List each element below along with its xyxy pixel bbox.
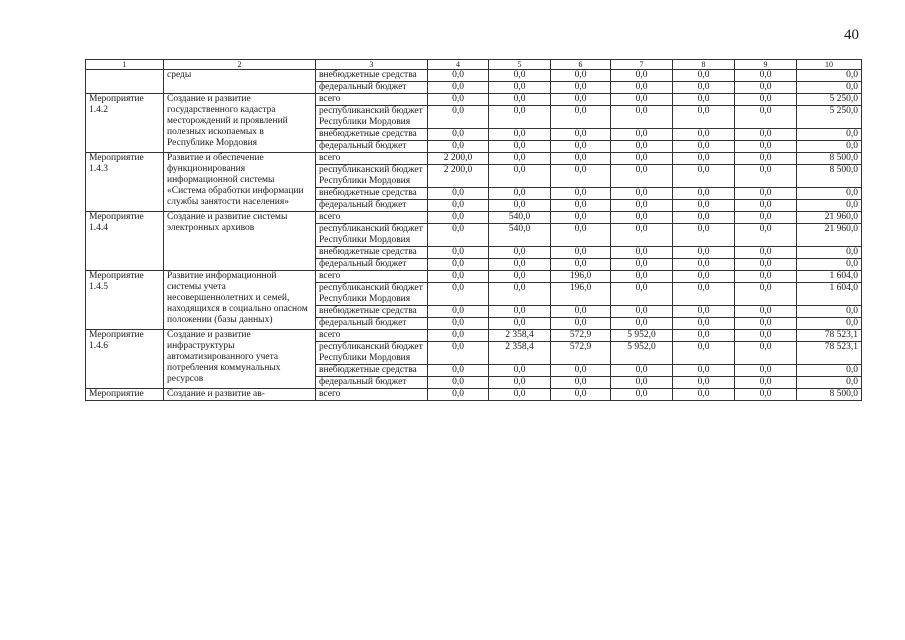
funding-source: всего: [316, 330, 428, 342]
value-cell: 0,0: [735, 283, 797, 306]
column-header: 7: [611, 60, 673, 70]
value-cell: 0,0: [428, 365, 489, 377]
funding-source: республиканский бюджет Республики Мордовия: [316, 224, 428, 247]
value-cell: 0,0: [428, 306, 489, 318]
value-cell: 0,0: [673, 365, 735, 377]
value-cell: 0,0: [489, 165, 551, 188]
measure-name: Создание и развитие ав-: [164, 389, 316, 401]
value-cell: 0,0: [611, 141, 673, 153]
value-cell: 0,0: [797, 200, 862, 212]
value-cell: 0,0: [797, 70, 862, 82]
value-cell: 0,0: [797, 259, 862, 271]
value-cell: 0,0: [611, 389, 673, 401]
value-cell: 0,0: [489, 318, 551, 330]
value-cell: 0,0: [428, 342, 489, 365]
measure-name: Развитие и обеспечение функционирования информационной системы «Система обработки информации службы занятости населения»: [164, 153, 316, 212]
value-cell: 0,0: [611, 224, 673, 247]
column-header: 5: [489, 60, 551, 70]
column-header: 1: [86, 60, 164, 70]
value-cell: 1 604,0: [797, 271, 862, 283]
value-cell: 0,0: [428, 271, 489, 283]
value-cell: 0,0: [611, 259, 673, 271]
value-cell: 0,0: [673, 271, 735, 283]
value-cell: 21 960,0: [797, 224, 862, 247]
value-cell: 0,0: [673, 259, 735, 271]
value-cell: 540,0: [489, 224, 551, 247]
funding-source: внебюджетные средства: [316, 129, 428, 141]
value-cell: 0,0: [673, 224, 735, 247]
value-cell: 0,0: [673, 141, 735, 153]
value-cell: 0,0: [551, 94, 611, 106]
value-cell: 0,0: [673, 188, 735, 200]
value-cell: 0,0: [551, 247, 611, 259]
value-cell: 0,0: [428, 106, 489, 129]
value-cell: 0,0: [489, 141, 551, 153]
value-cell: 0,0: [551, 389, 611, 401]
value-cell: 0,0: [428, 224, 489, 247]
value-cell: 572,9: [551, 330, 611, 342]
value-cell: 0,0: [489, 389, 551, 401]
value-cell: 0,0: [489, 306, 551, 318]
value-cell: 0,0: [551, 365, 611, 377]
value-cell: 0,0: [489, 259, 551, 271]
measure-name: Развитие информационной системы учета несовершеннолетних и семей, находящихся в социально опасном положении (базы данных): [164, 271, 316, 330]
value-cell: 2 200,0: [428, 165, 489, 188]
value-cell: 0,0: [735, 200, 797, 212]
value-cell: 0,0: [673, 153, 735, 165]
value-cell: 0,0: [489, 247, 551, 259]
value-cell: 0,0: [611, 153, 673, 165]
measure-id: Мероприятие 1.4.4: [86, 212, 164, 271]
value-cell: 0,0: [735, 271, 797, 283]
value-cell: 0,0: [735, 188, 797, 200]
value-cell: 5 250,0: [797, 106, 862, 129]
value-cell: 0,0: [489, 129, 551, 141]
value-cell: 8 500,0: [797, 165, 862, 188]
value-cell: 0,0: [673, 306, 735, 318]
measure-id: Мероприятие: [86, 389, 164, 401]
value-cell: 0,0: [797, 188, 862, 200]
value-cell: 0,0: [735, 377, 797, 389]
value-cell: 0,0: [428, 82, 489, 94]
value-cell: 0,0: [551, 377, 611, 389]
value-cell: 0,0: [735, 153, 797, 165]
value-cell: 0,0: [551, 106, 611, 129]
value-cell: 0,0: [489, 82, 551, 94]
value-cell: 0,0: [428, 141, 489, 153]
value-cell: 78 523,1: [797, 330, 862, 342]
value-cell: 0,0: [551, 165, 611, 188]
value-cell: 0,0: [428, 259, 489, 271]
funding-source: федеральный бюджет: [316, 200, 428, 212]
value-cell: 0,0: [489, 153, 551, 165]
column-header: 4: [428, 60, 489, 70]
funding-source: республиканский бюджет Республики Мордовия: [316, 283, 428, 306]
value-cell: 0,0: [428, 389, 489, 401]
value-cell: 0,0: [673, 389, 735, 401]
value-cell: 540,0: [489, 212, 551, 224]
value-cell: 0,0: [797, 247, 862, 259]
value-cell: 0,0: [551, 224, 611, 247]
value-cell: 0,0: [673, 70, 735, 82]
value-cell: 5 952,0: [611, 330, 673, 342]
value-cell: 0,0: [673, 283, 735, 306]
value-cell: 0,0: [551, 212, 611, 224]
funding-source: федеральный бюджет: [316, 82, 428, 94]
value-cell: 0,0: [489, 365, 551, 377]
value-cell: 0,0: [611, 82, 673, 94]
funding-source: всего: [316, 94, 428, 106]
value-cell: 0,0: [551, 306, 611, 318]
funding-source: внебюджетные средства: [316, 70, 428, 82]
value-cell: 0,0: [673, 342, 735, 365]
value-cell: 0,0: [428, 283, 489, 306]
value-cell: 0,0: [673, 212, 735, 224]
value-cell: 0,0: [489, 94, 551, 106]
funding-source: республиканский бюджет Республики Мордовия: [316, 106, 428, 129]
column-header: 3: [316, 60, 428, 70]
value-cell: 0,0: [611, 306, 673, 318]
value-cell: 0,0: [428, 129, 489, 141]
value-cell: 0,0: [611, 247, 673, 259]
value-cell: 0,0: [735, 365, 797, 377]
value-cell: 0,0: [735, 224, 797, 247]
value-cell: 0,0: [797, 129, 862, 141]
table-row: [86, 330, 862, 342]
value-cell: 0,0: [428, 330, 489, 342]
value-cell: 0,0: [489, 106, 551, 129]
value-cell: 0,0: [551, 82, 611, 94]
value-cell: 0,0: [611, 129, 673, 141]
value-cell: 78 523,1: [797, 342, 862, 365]
value-cell: 0,0: [611, 106, 673, 129]
value-cell: 0,0: [551, 70, 611, 82]
funding-source: всего: [316, 271, 428, 283]
column-header: 8: [673, 60, 735, 70]
value-cell: 0,0: [551, 153, 611, 165]
measure-id: [86, 70, 164, 94]
value-cell: 0,0: [428, 377, 489, 389]
value-cell: 0,0: [551, 200, 611, 212]
value-cell: 572,9: [551, 342, 611, 365]
value-cell: 1 604,0: [797, 283, 862, 306]
page-number: 40: [844, 27, 859, 43]
value-cell: 0,0: [489, 70, 551, 82]
measure-id: Мероприятие 1.4.2: [86, 94, 164, 153]
value-cell: 5 250,0: [797, 94, 862, 106]
value-cell: 0,0: [673, 247, 735, 259]
value-cell: 0,0: [428, 70, 489, 82]
value-cell: 196,0: [551, 283, 611, 306]
value-cell: 0,0: [735, 82, 797, 94]
value-cell: 0,0: [673, 330, 735, 342]
value-cell: 0,0: [611, 94, 673, 106]
value-cell: 0,0: [551, 129, 611, 141]
table-body: [86, 60, 862, 401]
value-cell: 0,0: [428, 94, 489, 106]
value-cell: 0,0: [673, 129, 735, 141]
value-cell: 0,0: [428, 200, 489, 212]
value-cell: 0,0: [489, 200, 551, 212]
value-cell: 0,0: [611, 271, 673, 283]
value-cell: 21 960,0: [797, 212, 862, 224]
value-cell: 0,0: [611, 283, 673, 306]
value-cell: 0,0: [611, 318, 673, 330]
value-cell: 0,0: [551, 188, 611, 200]
table-row: [86, 70, 862, 82]
value-cell: 8 500,0: [797, 389, 862, 401]
value-cell: 0,0: [611, 377, 673, 389]
funding-source: федеральный бюджет: [316, 318, 428, 330]
value-cell: 0,0: [797, 82, 862, 94]
column-header: 9: [735, 60, 797, 70]
value-cell: 0,0: [673, 165, 735, 188]
table-row: [86, 94, 862, 106]
value-cell: 0,0: [673, 318, 735, 330]
value-cell: 0,0: [673, 94, 735, 106]
value-cell: 0,0: [735, 342, 797, 365]
value-cell: 0,0: [735, 247, 797, 259]
value-cell: 0,0: [673, 106, 735, 129]
column-header: 2: [164, 60, 316, 70]
value-cell: 2 358,4: [489, 330, 551, 342]
value-cell: 0,0: [797, 377, 862, 389]
funding-source: республиканский бюджет Республики Мордовия: [316, 342, 428, 365]
value-cell: 0,0: [797, 365, 862, 377]
funding-source: внебюджетные средства: [316, 306, 428, 318]
value-cell: 0,0: [489, 283, 551, 306]
value-cell: 0,0: [611, 365, 673, 377]
value-cell: 0,0: [428, 247, 489, 259]
value-cell: 0,0: [735, 306, 797, 318]
value-cell: 2 358,4: [489, 342, 551, 365]
value-cell: 0,0: [735, 330, 797, 342]
value-cell: 0,0: [489, 377, 551, 389]
table-row: [86, 212, 862, 224]
funding-source: федеральный бюджет: [316, 377, 428, 389]
measure-name: Создание и развитие инфраструктуры автоматизированного учета потребления коммунальных ресурсов: [164, 330, 316, 389]
value-cell: 0,0: [735, 70, 797, 82]
value-cell: 0,0: [735, 318, 797, 330]
value-cell: 0,0: [673, 377, 735, 389]
measure-id: Мероприятие 1.4.5: [86, 271, 164, 330]
value-cell: 0,0: [673, 200, 735, 212]
value-cell: 0,0: [611, 70, 673, 82]
value-cell: 0,0: [735, 141, 797, 153]
funding-source: федеральный бюджет: [316, 259, 428, 271]
value-cell: 0,0: [551, 141, 611, 153]
funding-source: внебюджетные средства: [316, 247, 428, 259]
measure-name: среды: [164, 70, 316, 94]
value-cell: 0,0: [797, 318, 862, 330]
measure-name: Создание и развитие системы электронных архивов: [164, 212, 316, 271]
value-cell: 5 952,0: [611, 342, 673, 365]
value-cell: 0,0: [735, 94, 797, 106]
funding-source: федеральный бюджет: [316, 141, 428, 153]
funding-source: внебюджетные средства: [316, 188, 428, 200]
value-cell: 0,0: [735, 165, 797, 188]
funding-source: всего: [316, 389, 428, 401]
value-cell: 0,0: [428, 212, 489, 224]
column-header: 10: [797, 60, 862, 70]
value-cell: 0,0: [428, 188, 489, 200]
value-cell: 0,0: [551, 259, 611, 271]
funding-source: всего: [316, 212, 428, 224]
value-cell: 0,0: [489, 188, 551, 200]
table-row: [86, 153, 862, 165]
value-cell: 0,0: [735, 389, 797, 401]
value-cell: 0,0: [673, 82, 735, 94]
value-cell: 0,0: [797, 306, 862, 318]
value-cell: 8 500,0: [797, 153, 862, 165]
value-cell: 0,0: [489, 271, 551, 283]
header-row: [86, 60, 862, 70]
table-row: [86, 271, 862, 283]
measure-name: Создание и развитие государственного кадастра месторождений и проявлений полезных ископаемых в Республике Мордовия: [164, 94, 316, 153]
value-cell: 0,0: [735, 106, 797, 129]
funding-source: внебюджетные средства: [316, 365, 428, 377]
value-cell: 0,0: [428, 318, 489, 330]
table-row: [86, 389, 862, 401]
value-cell: 0,0: [611, 188, 673, 200]
column-header: 6: [551, 60, 611, 70]
value-cell: 0,0: [611, 165, 673, 188]
budget-table: [85, 59, 862, 401]
measure-id: Мероприятие 1.4.3: [86, 153, 164, 212]
funding-source: всего: [316, 153, 428, 165]
value-cell: 0,0: [735, 212, 797, 224]
value-cell: 0,0: [551, 318, 611, 330]
value-cell: 0,0: [735, 259, 797, 271]
funding-source: республиканский бюджет Республики Мордовия: [316, 165, 428, 188]
value-cell: 0,0: [797, 141, 862, 153]
value-cell: 0,0: [735, 129, 797, 141]
value-cell: 0,0: [611, 212, 673, 224]
value-cell: 0,0: [611, 200, 673, 212]
value-cell: 196,0: [551, 271, 611, 283]
value-cell: 2 200,0: [428, 153, 489, 165]
measure-id: Мероприятие 1.4.6: [86, 330, 164, 389]
